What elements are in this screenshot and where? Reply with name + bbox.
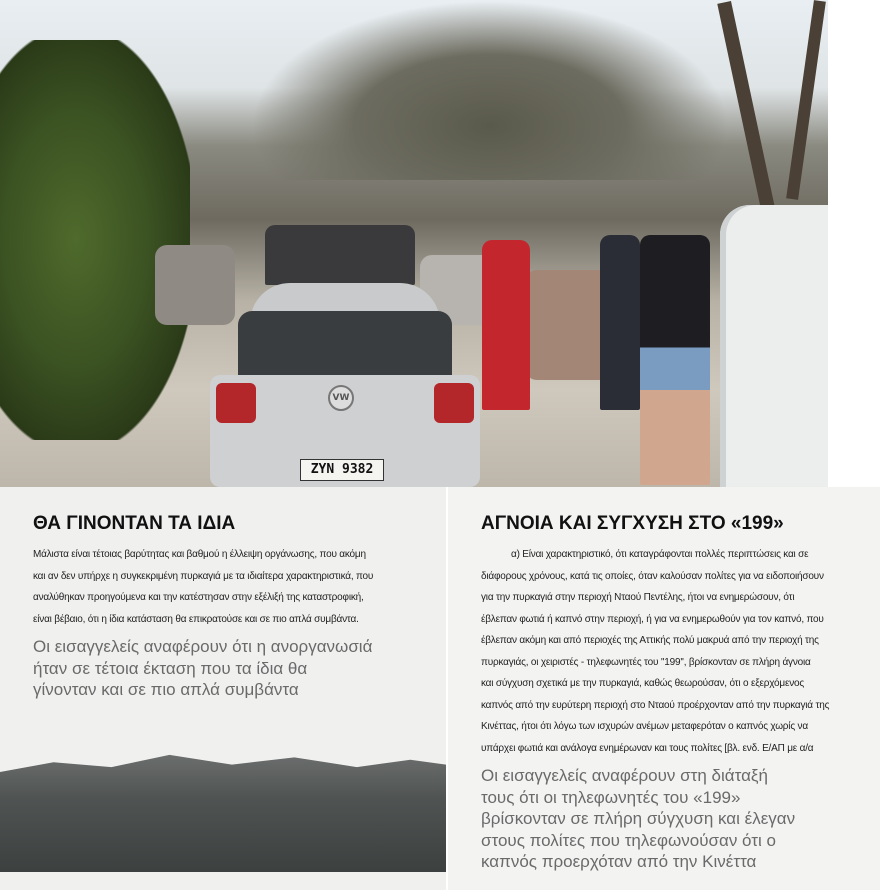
quote-line: στους πολίτες που τηλεφωνούσαν ότι ο bbox=[481, 830, 776, 850]
quote-line: Οι εισαγγελείς αναφέρουν ότι η ανοργανωσιά bbox=[33, 637, 373, 656]
quote-line: βρίσκονταν σε πλήρη σύγχυση και έλεγαν bbox=[481, 809, 796, 828]
green-bush bbox=[0, 40, 190, 440]
white-van bbox=[720, 205, 828, 487]
right-article bbox=[481, 512, 871, 873]
crowd bbox=[265, 225, 415, 285]
left-article-heading: ΘΑ ΓΙΝΟΝΤΑΝ ΤΑ ΙΔΙΑ bbox=[33, 513, 236, 534]
tree-trunk bbox=[786, 0, 826, 200]
right-pull-quote bbox=[481, 765, 871, 873]
body-line: καπνός από την ευρύτερη περιοχή στο Νταού προέρχονταν από την πυρκαγιά της bbox=[481, 699, 830, 711]
body-line: και αν δεν υπήρχε η συγκεκριμένη πυρκαγιά με τα ιδιαίτερα χαρακτηριστικά, που bbox=[33, 570, 374, 582]
right-article-heading: ΑΓΝΟΙΑ ΚΑΙ ΣΥΓΧΥΣΗ ΣΤΟ «199» bbox=[481, 513, 784, 534]
silver-car bbox=[210, 283, 480, 487]
license-plate: ZYN 9382 bbox=[300, 459, 384, 481]
body-line: πυρκαγιάς, οι χειριστές - τηλεφωνητές του ''199'', βρίσκονταν σε πλήρη άγνοια bbox=[481, 656, 811, 668]
left-article bbox=[33, 512, 433, 701]
body-line: υπάρχει φωτιά και ανάλογα ενημέρωναν και τους πολίτες [βλ. ενδ. Ε/ΑΠ με α/α bbox=[481, 742, 814, 754]
left-pull-quote bbox=[33, 636, 433, 701]
body-line: διάφορους χρόνους, κατά τις οποίες, όταν καλούσαν πολίτες για να ειδοποιήσουν bbox=[481, 570, 824, 582]
bystander bbox=[640, 235, 710, 485]
bystander bbox=[600, 235, 640, 410]
red-cross-worker bbox=[482, 240, 530, 410]
quote-line: γίνονταν και σε πιο απλά συμβάντα bbox=[33, 680, 299, 699]
body-line: έβλεπαν ακόμη και από περιοχές της Αττικής πολύ μακρυά από την περιοχή της bbox=[481, 635, 819, 646]
right-article-body bbox=[481, 544, 871, 759]
left-article-body bbox=[33, 544, 433, 630]
quote-line: ήταν σε τέτοια έκταση που τα ίδια θα bbox=[33, 658, 308, 678]
body-line: αναλύθηκαν προηγούμενα και την κατέστησαν στην εξέλιξή της καταστροφική, bbox=[33, 592, 364, 603]
body-line: είναι βέβαιο, ότι η ίδια κατάσταση θα επικρατούσε και σε πιο απλά συμβάντα. bbox=[33, 613, 359, 625]
body-line: Κινέττας, ήτοι ότι λόγω των ισχυρών ανέμων μεταφερόταν ο καπνός χωρίς να bbox=[481, 721, 808, 732]
body-line: για την πυρκαγιά στην περιοχή Νταού Πεντέλης, ήτοι να ενημερώσουν, ότι bbox=[481, 592, 795, 603]
body-line: Μάλιστα είναι τέτοιας βαρύτητας και βαθμού η έλλειψη οργάνωσης, που ακόμη bbox=[33, 549, 366, 560]
body-line: και σύγχυση σχετικά με την πυρκαγιά, καθώς θεωρούσαν, ότι ο εξερχόμενος bbox=[481, 678, 804, 689]
quote-line: τους ότι οι τηλεφωνητές του «199» bbox=[481, 787, 741, 807]
burnt-trees bbox=[250, 0, 730, 180]
rock-texture bbox=[0, 750, 446, 872]
body-line: έβλεπαν φωτιά ή καπνό στην περιοχή, ή για να ενημερωθούν για τον καπνό, που bbox=[481, 613, 824, 625]
quote-line: καπνός προερχόταν από την Κινέττα bbox=[481, 852, 757, 871]
body-line: α) Είναι χαρακτηριστικό, ότι καταγράφονται πολλές περιπτώσεις και σε bbox=[511, 549, 809, 560]
car-logo: VW bbox=[328, 385, 354, 411]
quote-line: Οι εισαγγελείς αναφέρουν στη διάταξή bbox=[481, 766, 768, 785]
